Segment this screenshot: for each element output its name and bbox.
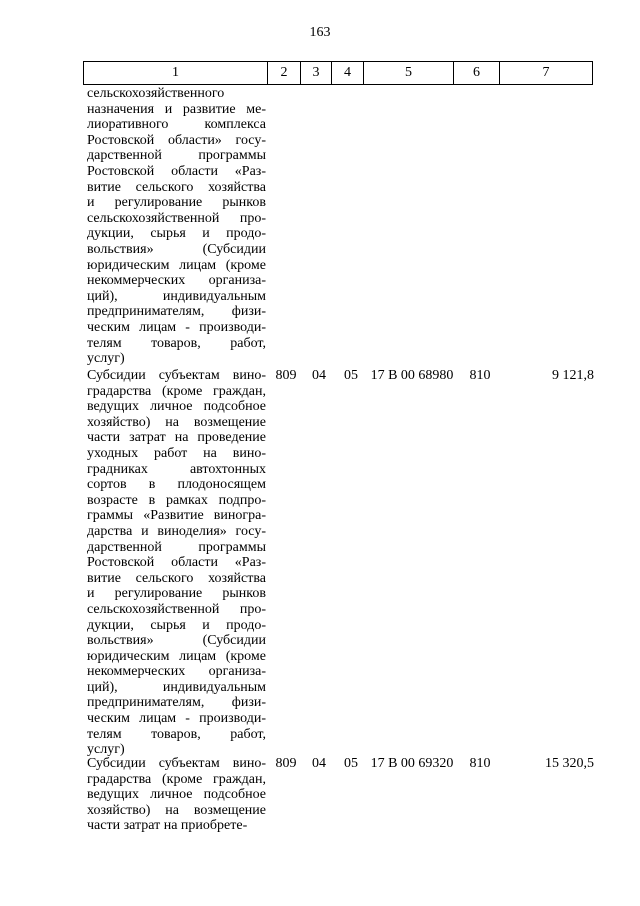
description-line: дукции, сырья и продо- (87, 617, 266, 633)
description-line: ведущих личное подсобное (87, 399, 266, 415)
description-line: градарства (кроме граждан, (87, 383, 266, 399)
description-line: сельскохозяйственной про- (87, 601, 266, 617)
description-line: дарственной программы (87, 148, 266, 164)
ministry-code: 809 (275, 756, 297, 771)
ministry-code: 809 (275, 368, 297, 383)
expense-type-code: 810 (469, 368, 491, 383)
description-line: Ростовской области «Раз- (87, 555, 266, 571)
description-line: ческим лицам - производи- (87, 711, 266, 727)
row-description (87, 368, 266, 758)
description-line: сортов в плодоносящем (87, 477, 266, 493)
description-line: части затрат на проведение (87, 430, 266, 446)
target-article-code: 17 В 00 68980 (370, 368, 454, 383)
description-line: сельскохозяйственной про- (87, 210, 266, 226)
description-line: телям товаров, работ, (87, 335, 266, 351)
description-line: Субсидии субъектам вино- (87, 756, 266, 771)
description-line: ций), индивидуальным (87, 679, 266, 695)
description-line: услуг) (87, 351, 125, 367)
section-code: 04 (312, 368, 326, 383)
description-line: и регулирование рынков (87, 586, 266, 602)
header-col-3: 3 (301, 62, 332, 85)
subsection-code: 05 (344, 368, 358, 383)
page-number: 163 (309, 25, 331, 40)
description-line: ческим лицам - производи- (87, 319, 266, 335)
description-line: граммы «Развитие виногра- (87, 508, 266, 524)
description-line: некоммерческих организа- (87, 664, 266, 680)
description-line: дукции, сырья и продо- (87, 226, 266, 242)
row-description (87, 756, 266, 834)
description-line: назначения и развитие ме- (87, 101, 266, 117)
description-line: Субсидии субъектам вино- (87, 368, 266, 383)
description-line: вольствия» (Субсидии (87, 633, 266, 649)
description-line: части затрат на приобрете- (87, 818, 248, 834)
description-line: градниках автохтонных (87, 461, 266, 477)
description-line: ведущих личное подсобное (87, 787, 266, 803)
description-line: лиоративного комплекса (87, 117, 266, 133)
description-line: вольствия» (Субсидии (87, 241, 266, 257)
row-description (87, 86, 266, 367)
header-col-5: 5 (364, 62, 454, 85)
description-line: сельскохозяйственного (87, 86, 225, 101)
description-line: дарственной программы (87, 539, 266, 555)
header-col-7: 7 (500, 62, 593, 85)
description-line: некоммерческих организа- (87, 273, 266, 289)
column-header-row (83, 61, 593, 85)
description-line: градарства (кроме граждан, (87, 771, 266, 787)
target-article-code: 17 В 00 69320 (370, 756, 454, 771)
description-line: ций), индивидуальным (87, 288, 266, 304)
description-line: витие сельского хозяйства (87, 570, 266, 586)
description-line: хозяйство) на возмещение (87, 802, 266, 818)
description-line: возрасте в рамках подпро- (87, 492, 266, 508)
header-col-1: 1 (84, 62, 268, 85)
expense-type-code: 810 (469, 756, 491, 771)
description-line: предпринимателям, физи- (87, 695, 266, 711)
description-line: витие сельского хозяйства (87, 179, 266, 195)
header-col-6: 6 (454, 62, 500, 85)
description-line: и регулирование рынков (87, 195, 266, 211)
description-line: Ростовской области» госу- (87, 132, 266, 148)
description-line: дарства и виноделия» госу- (87, 523, 266, 539)
description-line: предпринимателям, физи- (87, 304, 266, 320)
description-line: Ростовской области «Раз- (87, 163, 266, 179)
subsection-code: 05 (344, 756, 358, 771)
amount: 9 121,8 (552, 368, 594, 383)
description-line: юридическим лицам (кроме (87, 648, 266, 664)
description-line: телям товаров, работ, (87, 726, 266, 742)
description-line: уходных работ на вино- (87, 445, 266, 461)
description-line: хозяйство) на возмещение (87, 414, 266, 430)
header-col-4: 4 (332, 62, 364, 85)
description-line: юридическим лицам (кроме (87, 257, 266, 273)
description-line: услуг) (87, 742, 125, 758)
section-code: 04 (312, 756, 326, 771)
header-col-2: 2 (268, 62, 301, 85)
amount: 15 320,5 (545, 756, 594, 771)
